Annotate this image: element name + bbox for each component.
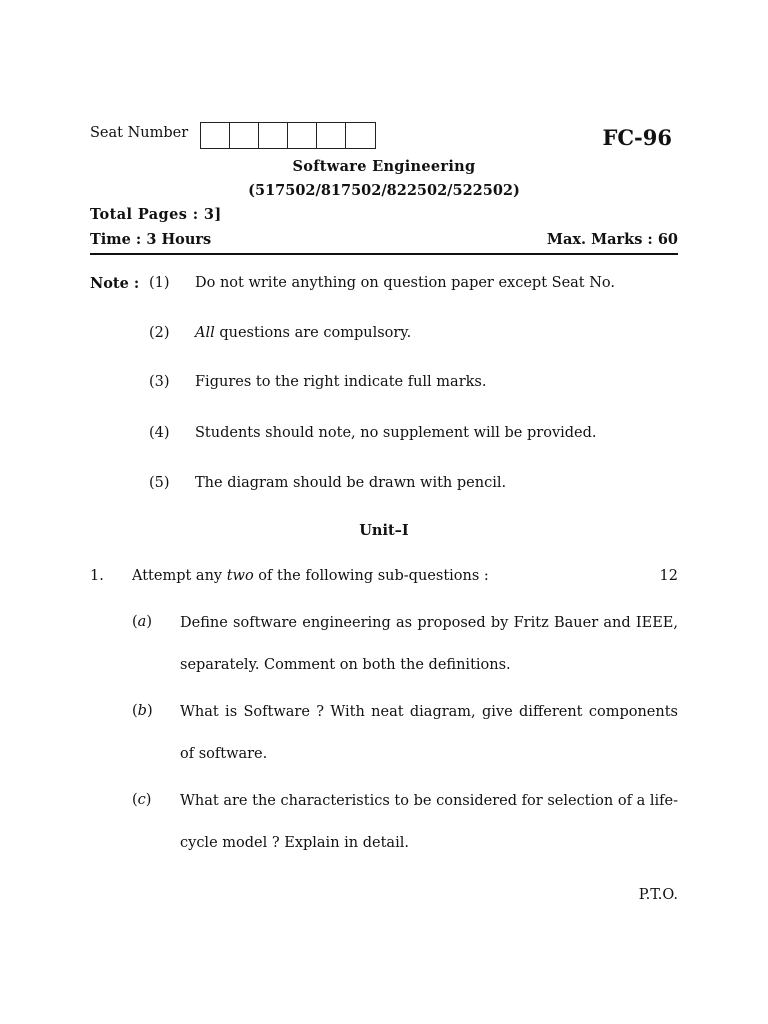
seat-number-boxes xyxy=(200,122,376,149)
pto-label: P.T.O. xyxy=(638,887,678,903)
question-text-end: of the following sub-questions : xyxy=(253,568,489,584)
seat-box xyxy=(201,123,230,148)
label-paren: ) xyxy=(146,703,153,719)
sub-question-label xyxy=(132,614,152,630)
total-pages: Total Pages : 3] xyxy=(90,206,222,223)
paper-code: FC-96 xyxy=(602,125,672,150)
label-paren: ) xyxy=(145,792,152,808)
label-paren: ( xyxy=(132,614,138,630)
seat-box xyxy=(346,123,375,148)
note-text: The diagram should be drawn with pencil. xyxy=(195,475,507,491)
header-divider xyxy=(90,253,678,255)
question-number: 1. xyxy=(90,568,104,584)
sub-question-text: What are the characteristics to be considered for selection of a life-cycle model ? Explain in detail. xyxy=(180,793,678,851)
note-number: (2) xyxy=(149,325,170,341)
note-number: (1) xyxy=(149,275,170,291)
sub-question-label xyxy=(132,792,151,808)
sub-question-label xyxy=(132,703,153,719)
max-marks: Max. Marks : 60 xyxy=(546,231,678,248)
subject-title: Software Engineering xyxy=(292,158,476,175)
note-text: Figures to the right indicate full marks. xyxy=(195,374,487,390)
seat-box xyxy=(230,123,259,148)
note-number: (4) xyxy=(149,425,170,441)
note-number: (5) xyxy=(149,475,170,491)
sub-question-text: Define software engineering as proposed by Fritz Bauer and IEEE, separately. Comment on both the definitions. xyxy=(180,615,678,673)
seat-number-label: Seat Number xyxy=(90,125,189,141)
label-letter: c xyxy=(137,792,146,808)
question-text xyxy=(132,568,489,584)
label-letter: a xyxy=(137,614,147,630)
label-paren: ) xyxy=(146,614,152,630)
exam-time: Time : 3 Hours xyxy=(90,231,212,248)
question-text-emphasis: two xyxy=(226,568,254,584)
unit-title: Unit–I xyxy=(359,522,409,539)
note-text-rest: questions are compulsory. xyxy=(214,325,412,341)
note-text xyxy=(195,325,411,341)
note-emphasis: All xyxy=(195,325,215,341)
note-text: Do not write anything on question paper except Seat No. xyxy=(195,275,616,291)
note-number: (3) xyxy=(149,374,170,390)
label-letter: b xyxy=(137,703,147,719)
subject-codes: (517502/817502/822502/522502) xyxy=(248,182,520,199)
question-marks: 12 xyxy=(659,568,678,584)
question-text-start: Attempt any xyxy=(132,568,227,584)
seat-box xyxy=(288,123,317,148)
label-paren: ( xyxy=(132,703,138,719)
note-text: Students should note, no supplement will be provided. xyxy=(195,425,597,441)
seat-box xyxy=(317,123,346,148)
label-paren: ( xyxy=(132,792,138,808)
sub-question-text: What is Software ? With neat diagram, give different components of software. xyxy=(180,704,678,762)
note-label: Note : xyxy=(90,275,140,292)
seat-box xyxy=(259,123,288,148)
